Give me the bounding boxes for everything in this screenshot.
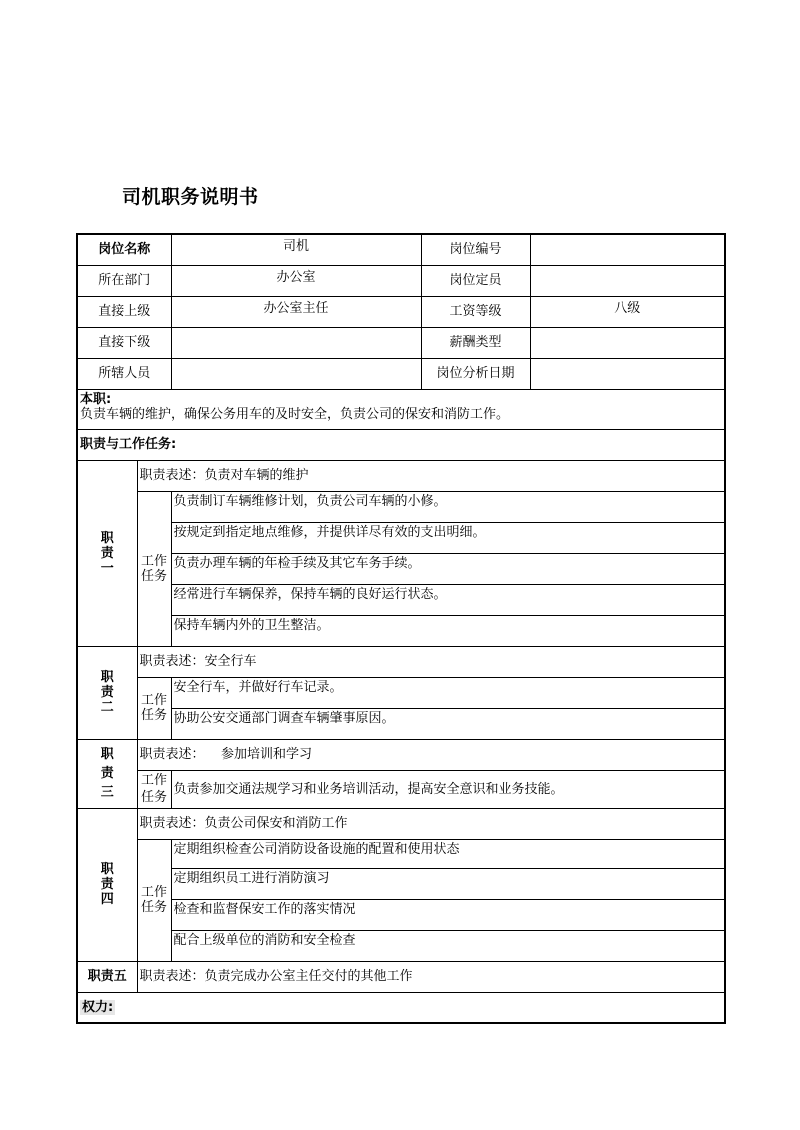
duty-text: 负责车辆的维护，确保公务用车的及时安全，负责公司的保安和消防工作。 [80,406,510,422]
resp3-work-label [137,770,171,808]
resp1-label-char-3: 一 [100,560,114,576]
resp1-task-row [77,553,725,584]
resp1-task-2: 按规定到指定地点维修，并提供详尽有效的支出明细。 [171,522,725,553]
resp2-task-2: 协助公安交通部门调查车辆肇事原因。 [171,708,725,739]
resp2-description: 职责表述：安全行车 [137,646,725,677]
resp1-work-label-line-2: 任务 [141,568,168,584]
resp4-description: 职责表述：负责公司保安和消防工作 [137,808,725,839]
tasks-header: 职责与工作任务: [77,429,725,460]
duty-cell [77,389,725,429]
resp2-label [77,646,137,739]
resp5-row [77,961,725,992]
resp2-label-char-3: 二 [100,700,114,715]
resp1-work-label-line-1: 工作 [141,553,168,569]
resp1-label-char-1: 职 [100,530,114,546]
superior-value: 办公室主任 [171,296,421,327]
info-row-position [77,234,725,265]
resp2-task-row [77,677,725,708]
analysis-date-value [530,358,725,389]
resp3-task-row [77,770,725,808]
resp1-work-label [137,491,171,646]
resp3-task-1: 负责参加交通法规学习和业务培训活动，提高安全意识和业务技能。 [171,770,725,808]
resp2-description-row [77,646,725,677]
resp4-task-row [77,930,725,961]
authority-cell [77,992,725,1023]
pay-type-label: 薪酬类型 [421,327,530,358]
resp3-description: 职责表述： 参加培训和学习 [137,739,725,770]
resp1-description: 职责表述：负责对车辆的维护 [137,460,725,491]
resp2-work-label [137,677,171,739]
position-name-label: 岗位名称 [77,234,171,265]
resp3-description-row [77,739,725,770]
resp4-task-1: 定期组织检查公司消防设备设施的配置和使用状态 [171,839,725,868]
info-row-managed [77,358,725,389]
resp3-label-char-2: 责 [100,766,114,781]
document-title: 司机职务说明书 [122,186,259,208]
resp4-work-label [137,839,171,961]
department-label: 所在部门 [77,265,171,296]
resp4-task-row [77,868,725,899]
position-name-value: 司机 [171,234,421,265]
resp4-description-row [77,808,725,839]
authority-row [77,992,725,1023]
resp3-label-char-1: 职 [100,747,114,762]
resp5-label: 职责五 [77,961,137,992]
resp3-work-label-line-1: 工作 [141,773,168,788]
authority-label: 权力: [82,999,114,1015]
resp2-label-char-2: 责 [100,685,114,700]
resp2-work-label-line-2: 任务 [141,708,168,723]
resp1-task-3: 负责办理车辆的年检手续及其它车务手续。 [171,553,725,584]
resp4-task-row [77,899,725,930]
resp1-label [77,460,137,646]
resp2-work-label-line-1: 工作 [141,693,168,708]
info-row-superior [77,296,725,327]
resp3-label [77,739,137,808]
superior-label: 直接上级 [77,296,171,327]
resp1-task-row [77,584,725,615]
headcount-label: 岗位定员 [421,265,530,296]
resp1-label-char-2: 责 [100,545,114,561]
duty-row [77,389,725,429]
resp1-task-5: 保持车辆内外的卫生整洁。 [171,615,725,646]
resp4-work-label-line-1: 工作 [141,885,168,900]
pay-type-value [530,327,725,358]
resp2-task-1: 安全行车，并做好行车记录。 [171,677,725,708]
position-code-label: 岗位编号 [421,234,530,265]
resp2-label-char-1: 职 [100,670,114,685]
subordinate-value [171,327,421,358]
resp1-description-row [77,460,725,491]
resp4-label-char-3: 四 [100,892,114,907]
resp4-task-3: 检查和监督保安工作的落实情况 [171,899,725,930]
tasks-header-row [77,429,725,460]
job-description-table [76,233,726,1024]
resp4-task-2: 定期组织员工进行消防演习 [171,868,725,899]
salary-grade-label: 工资等级 [421,296,530,327]
resp5-description: 职责表述：负责完成办公室主任交付的其他工作 [137,961,725,992]
resp4-label-char-1: 职 [100,862,114,877]
info-row-subordinate [77,327,725,358]
resp4-task-4: 配合上级单位的消防和安全检查 [171,930,725,961]
position-code-value [530,234,725,265]
resp4-label-char-2: 责 [100,877,114,892]
managed-label: 所辖人员 [77,358,171,389]
department-value: 办公室 [171,265,421,296]
analysis-date-label: 岗位分析日期 [421,358,530,389]
subordinate-label: 直接下级 [77,327,171,358]
resp1-task-1: 负责制订车辆维修计划，负责公司车辆的小修。 [171,491,725,522]
resp4-work-label-line-2: 任务 [141,900,168,915]
resp4-task-row [77,839,725,868]
salary-grade-value: 八级 [530,296,725,327]
resp4-label [77,808,137,961]
managed-value [171,358,421,389]
resp2-task-row [77,708,725,739]
info-row-department [77,265,725,296]
resp3-label-char-3: 三 [100,785,114,800]
resp1-task-row [77,522,725,553]
resp1-task-4: 经常进行车辆保养，保持车辆的良好运行状态。 [171,584,725,615]
headcount-value [530,265,725,296]
duty-label: 本职: [80,391,112,407]
resp1-task-row [77,491,725,522]
resp3-work-label-line-2: 任务 [141,790,168,805]
resp1-task-row [77,615,725,646]
